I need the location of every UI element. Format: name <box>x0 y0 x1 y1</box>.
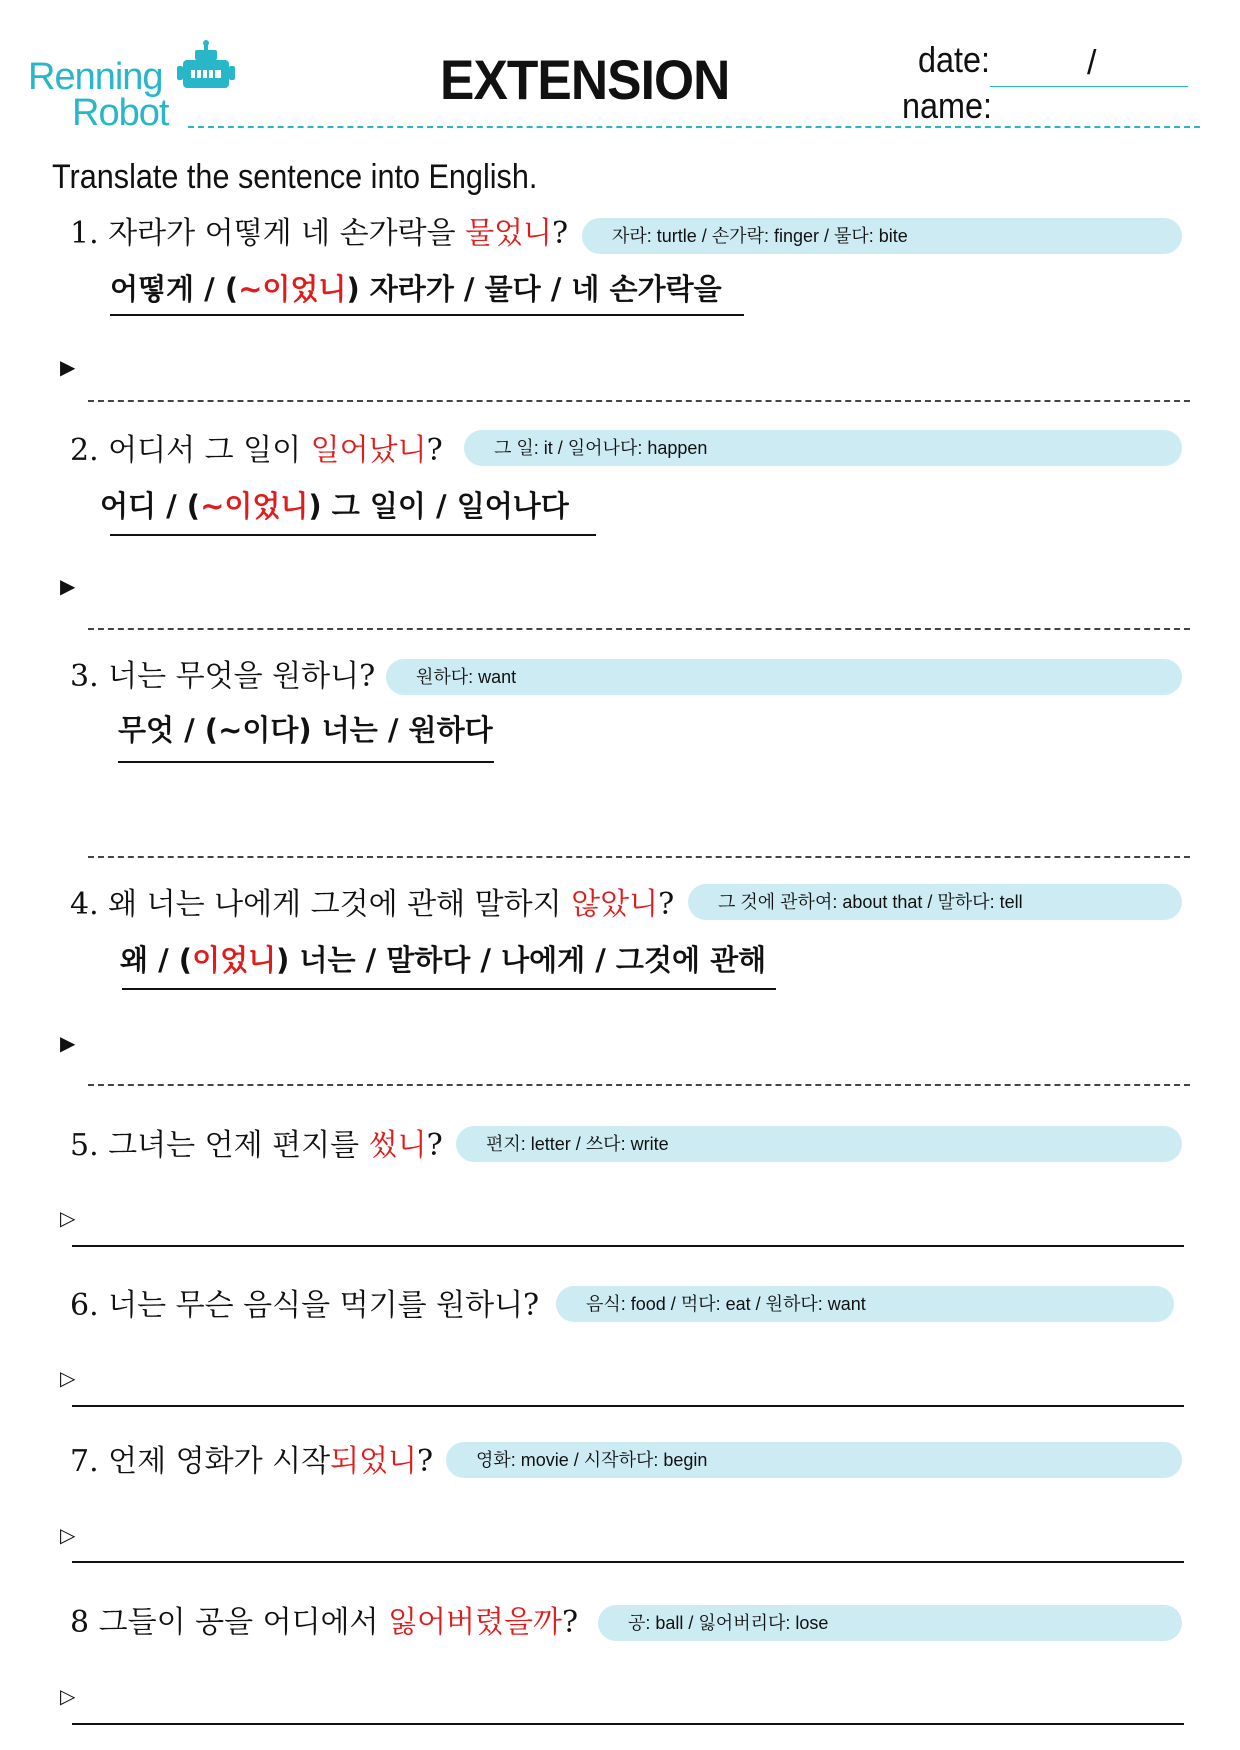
question-number: 2. <box>70 433 99 468</box>
question-highlight: 썼니 <box>368 1128 427 1163</box>
scramble-underline <box>122 988 776 990</box>
answer-marker-icon: ▶ <box>60 574 76 598</box>
question-number: 8 <box>70 1605 90 1640</box>
question-number: 5. <box>70 1128 99 1163</box>
question-end: ? <box>426 433 443 468</box>
question-highlight: 않았니 <box>571 887 659 922</box>
question-2 <box>70 433 443 468</box>
question-highlight: 일어났니 <box>310 433 427 468</box>
divider <box>88 628 1190 630</box>
scramble-highlight: ~이었니 <box>200 489 309 523</box>
question-highlight: 물었니 <box>465 216 553 251</box>
hint-pill-1: 자라: turtle / 손가락: finger / 물다: bite <box>582 218 1182 254</box>
scramble-text: 왜 / ( <box>120 943 193 977</box>
hint-pill-8: 공: ball / 잃어버리다: lose <box>598 1605 1182 1641</box>
question-end: ? <box>658 887 675 922</box>
hint-pill-4: 그 것에 관하여: about that / 말하다: tell <box>688 884 1182 920</box>
question-text: 그녀는 언제 편지를 <box>98 1128 369 1163</box>
hint-pill-7: 영화: movie / 시작하다: begin <box>446 1442 1182 1478</box>
answer-field-7[interactable] <box>86 1508 1180 1556</box>
answer-line <box>72 1245 1184 1247</box>
question-text: 너는 무엇을 원하니? <box>98 659 376 694</box>
answer-field-1[interactable] <box>86 346 1186 380</box>
answer-line <box>72 1561 1184 1563</box>
answer-marker-icon: ▶ <box>60 1031 76 1055</box>
date-separator: / <box>1087 44 1097 82</box>
question-end: ? <box>552 216 569 251</box>
scramble-highlight: ~이었니 <box>238 272 347 306</box>
robot-icon <box>173 40 243 110</box>
question-end: ? <box>417 1444 434 1479</box>
divider <box>88 1084 1190 1086</box>
hint-pill-3: 원하다: want <box>386 659 1182 695</box>
question-text: 자라가 어떻게 네 손가락을 <box>98 216 466 251</box>
date-label: date: <box>918 39 991 80</box>
answer-marker-icon: ▶ <box>60 355 76 379</box>
scramble-1 <box>110 272 722 306</box>
question-number: 7. <box>70 1444 99 1479</box>
question-7 <box>70 1444 434 1479</box>
logo-text-renning: Renning <box>28 56 163 98</box>
answer-field-8[interactable] <box>86 1670 1180 1718</box>
answer-marker-icon: ▷ <box>60 1523 76 1547</box>
scramble-text: ) 자라가 / 물다 / 네 손가락을 <box>346 272 722 306</box>
divider <box>88 856 1190 858</box>
scramble-underline <box>118 761 494 763</box>
question-text: 어디서 그 일이 <box>98 433 311 468</box>
name-label: name: <box>902 85 993 126</box>
renning-robot-logo <box>28 38 228 134</box>
scramble-2 <box>100 489 569 523</box>
scramble-3 <box>118 713 493 747</box>
question-4 <box>70 887 675 922</box>
question-number: 4. <box>70 887 99 922</box>
question-6 <box>70 1288 540 1323</box>
scramble-text: ) 너는 / 말하다 / 나에게 / 그것에 관해 <box>276 943 767 977</box>
scramble-underline <box>110 314 744 316</box>
question-number: 1. <box>70 216 99 251</box>
name-field[interactable] <box>188 126 1200 128</box>
answer-marker-icon: ▷ <box>60 1366 76 1390</box>
hint-pill-2: 그 일: it / 일어나다: happen <box>464 430 1182 466</box>
scramble-underline <box>110 534 596 536</box>
question-text: 너는 무슨 음식을 먹기를 원하니? <box>98 1288 540 1323</box>
question-5 <box>70 1128 443 1163</box>
question-8 <box>70 1605 579 1640</box>
question-text: 왜 너는 나에게 그것에 관해 말하지 <box>98 887 572 922</box>
hint-pill-6: 음식: food / 먹다: eat / 원하다: want <box>556 1286 1174 1322</box>
question-1 <box>70 216 569 251</box>
answer-field-5[interactable] <box>86 1192 1180 1240</box>
answer-field-2[interactable] <box>86 565 1186 599</box>
hint-pill-5: 편지: letter / 쓰다: write <box>456 1126 1182 1162</box>
page-title: EXTENSION <box>440 48 730 111</box>
answer-line <box>72 1723 1184 1725</box>
question-3 <box>70 659 376 694</box>
scramble-text: 어디 / ( <box>100 489 201 523</box>
answer-marker-icon: ▷ <box>60 1684 76 1708</box>
scramble-text: 어떻게 / ( <box>110 272 239 306</box>
question-highlight: 잃어버렸을까 <box>388 1605 562 1640</box>
scramble-text: ) 그 일이 / 일어나다 <box>308 489 569 523</box>
question-number: 3. <box>70 659 99 694</box>
question-text: 그들이 공을 어디에서 <box>89 1605 389 1640</box>
question-end: ? <box>561 1605 579 1640</box>
date-field[interactable] <box>990 86 1188 87</box>
instruction-text: Translate the sentence into English. <box>52 158 538 196</box>
question-highlight: 되었니 <box>330 1444 418 1479</box>
answer-field-4[interactable] <box>86 1022 1186 1056</box>
answer-field-3[interactable] <box>86 790 1186 824</box>
divider <box>88 400 1190 402</box>
logo-text-robot: Robot <box>72 92 169 134</box>
scramble-highlight: 이었니 <box>192 943 277 977</box>
answer-line <box>72 1405 1184 1407</box>
question-number: 6. <box>70 1288 99 1323</box>
question-end: ? <box>426 1128 443 1163</box>
scramble-4 <box>120 943 767 977</box>
answer-field-6[interactable] <box>86 1352 1180 1400</box>
answer-marker-icon: ▷ <box>60 1206 76 1230</box>
scramble-text: 무엇 / (~이다) 너는 / 원하다 <box>118 713 493 747</box>
question-text: 언제 영화가 시작 <box>98 1444 331 1479</box>
